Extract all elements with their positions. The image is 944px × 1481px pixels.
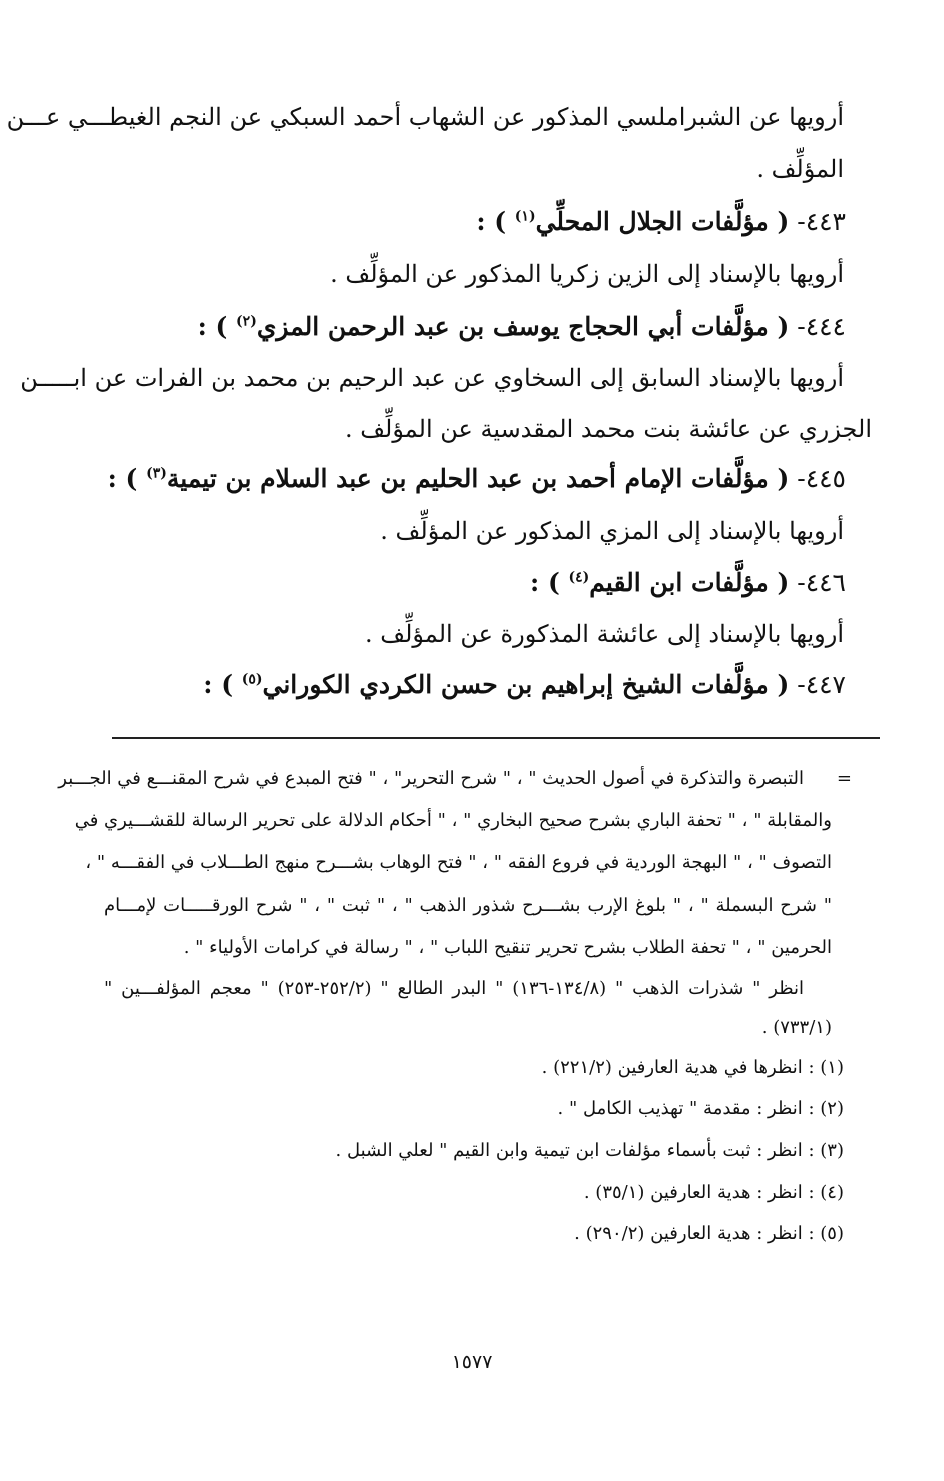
footnote-separator	[112, 737, 880, 739]
entry-heading-447	[96, 668, 846, 702]
footnote-line: " شرح البسملة " ، " بلوغ الإرب بشـــرح شذور الذهب " ، " ثبت " ، " شرح الورقـــــات لإمـــام	[104, 895, 832, 916]
footnote-ref: (٢)	[236, 313, 257, 330]
entry-number: ٤٤٧-	[789, 670, 846, 699]
paragraph-line: الجزري عن عائشة بنت محمد المقدسية عن المؤلِّف .	[344, 415, 872, 443]
entry-title: ( مؤلَّفات الجلال المحلِّي	[535, 207, 790, 236]
footnote-5: (٥) : انظر : هدية العارفين (٢٩٠/٢) .	[574, 1223, 844, 1244]
footnote-1: (١) : انظرها في هدية العارفين (٢٢١/٢) .	[541, 1057, 844, 1078]
paragraph-line: أرويها بالإسناد إلى عائشة المذكورة عن المؤلِّف .	[365, 620, 844, 648]
footnote-ref: (٥)	[241, 671, 263, 688]
footnote-2: (٢) : انظر : مقدمة " تهذيب الكامل " .	[557, 1098, 844, 1119]
paragraph-line: أرويها بالإسناد إلى الزين زكريا المذكور عن المؤلِّف .	[330, 260, 844, 288]
entry-end: ) :	[476, 207, 515, 236]
entry-end: ) :	[107, 464, 147, 493]
entry-end: ) :	[197, 312, 237, 341]
paragraph-line: أرويها عن الشبراملسي المذكور عن الشهاب أحمد السبكي عن النجم الغيطـــي عـــن	[6, 103, 844, 131]
entry-title: ( مؤلَّفات ابن القيم	[589, 568, 790, 597]
entry-title: ( مؤلَّفات الإمام أحمد بن عبد الحليم بن عبد السلام بن تيمية	[166, 464, 790, 493]
footnote-line: الحرمين " ، " تحفة الطلاب بشرح تحرير تنقيح اللباب " ، " رسالة في كرامات الأولياء " .	[183, 937, 832, 958]
footnote-ref: (٤)	[568, 569, 590, 586]
paragraph-line: أرويها بالإسناد السابق إلى السخاوي عن عبد الرحيم بن محمد بن الفرات عن ابـــــن	[20, 364, 844, 392]
entry-end: ) :	[203, 670, 242, 699]
footnote-4: (٤) : انظر : هدية العارفين (٣٥/١) .	[583, 1182, 844, 1203]
footnote-line: والمقابلة " ، " تحفة الباري بشرح صحيح البخاري " ، " أحكام الدلالة على تحرير الرسالة للقشـــيري في	[74, 810, 832, 831]
footnote-line: التبصرة والتذكرة في أصول الحديث " ، " شرح التحرير" ، " فتح المبدع في شرح المقنـــع في الجـــبر	[58, 768, 804, 789]
entry-heading-446	[96, 566, 846, 600]
footnote-line: انظر " شذرات الذهب " (١٣٤/٨-١٣٦) " البدر الطالع " (٢٥٢/٢-٢٥٣) " معجم المؤلفـــين "	[104, 978, 804, 999]
entry-number: ٤٤٤-	[789, 312, 846, 341]
footnote-line: التصوف " ، " البهجة الوردية في فروع الفقه " ، " فتح الوهاب بشـــرح منهج الطـــلاب في الفقـــه " ،	[85, 852, 832, 873]
footnote-continuation-marker: =	[836, 768, 852, 789]
footnote-ref: (٣)	[146, 465, 167, 482]
footnote-3: (٣) : انظر : ثبت بأسماء مؤلفات ابن تيمية وابن القيم " لعلي الشبل .	[335, 1140, 844, 1161]
entry-number: ٤٤٥-	[789, 464, 846, 493]
page-number: ١٥٧٧	[451, 1351, 493, 1373]
footnote-line: (٧٣٣/١) .	[761, 1017, 832, 1038]
entry-title: ( مؤلَّفات أبي الحجاج يوسف بن عبد الرحمن المزي	[256, 312, 790, 341]
entry-heading-445	[96, 462, 846, 496]
footnote-ref: (١)	[514, 208, 536, 225]
paragraph-line: المؤلِّف .	[756, 155, 844, 183]
entry-end: ) :	[530, 568, 569, 597]
paragraph-line: أرويها بالإسناد إلى المزي المذكور عن المؤلِّف .	[380, 517, 844, 545]
entry-number: ٤٤٦-	[789, 568, 846, 597]
entry-heading-443	[96, 205, 846, 239]
entry-number: ٤٤٣-	[789, 207, 846, 236]
entry-heading-444	[96, 310, 846, 344]
entry-title: ( مؤلَّفات الشيخ إبراهيم بن حسن الكردي الكوراني	[262, 670, 790, 699]
